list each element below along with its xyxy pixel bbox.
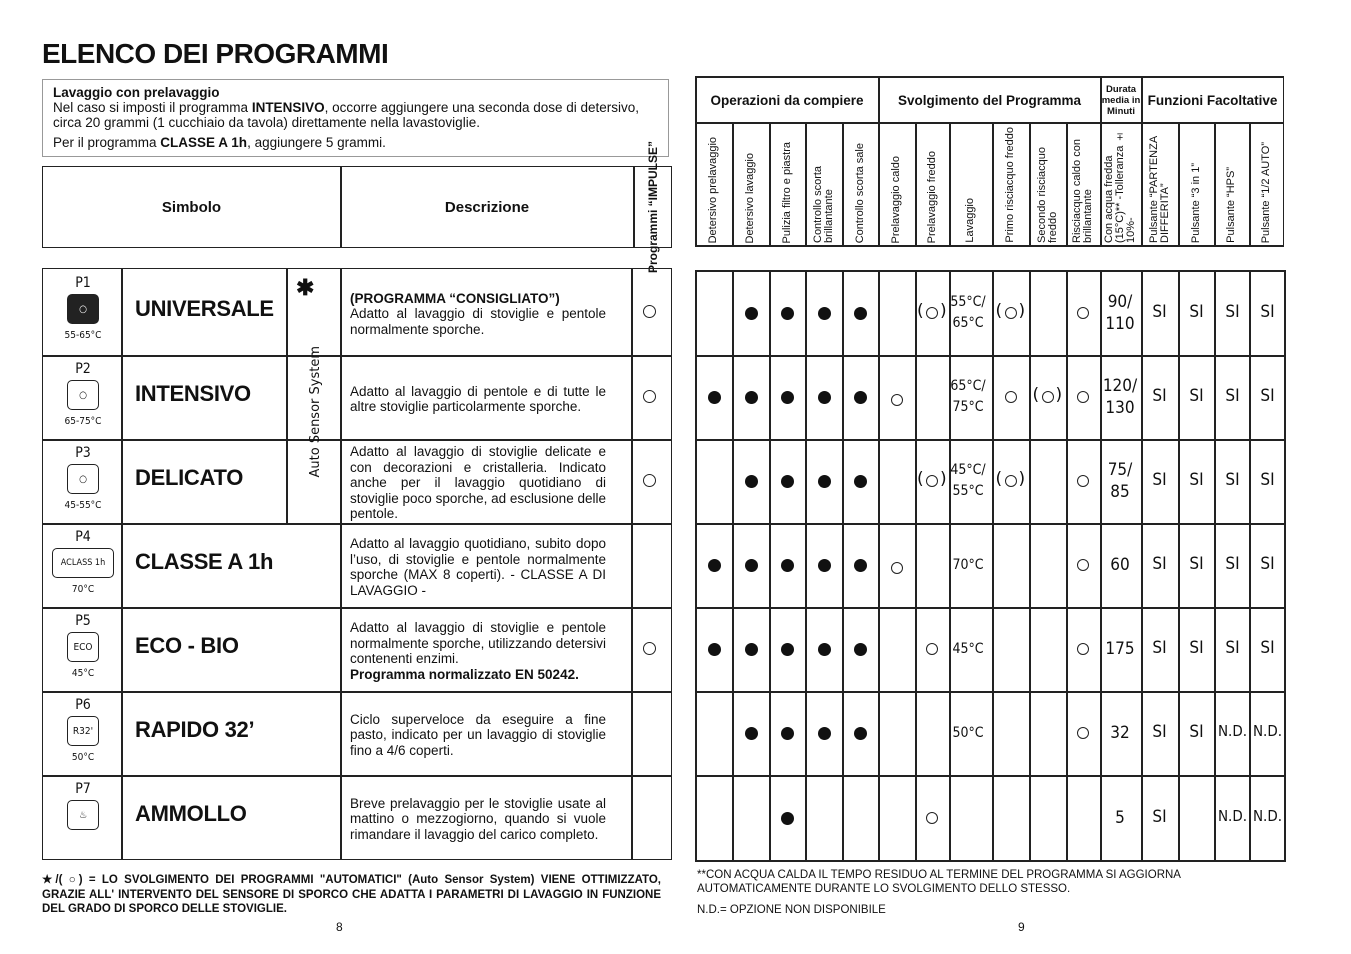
required-indicator	[781, 727, 794, 740]
column-header	[1141, 125, 1178, 247]
program-symbol	[43, 607, 123, 679]
option-available: SI	[1189, 554, 1204, 574]
required-indicator	[818, 391, 831, 404]
program-code: P7	[75, 781, 91, 797]
header-operations: Operazioni da compiere	[710, 92, 864, 108]
program-code: P1	[75, 275, 91, 291]
required-indicator	[745, 643, 758, 656]
option-available: SI	[1260, 301, 1275, 322]
program-temp: 70°C	[71, 584, 95, 595]
option-available: SI	[1152, 554, 1167, 574]
column-header	[1178, 125, 1214, 247]
wash-temperature-line: 45°C	[952, 640, 984, 657]
option-available: SI	[1225, 554, 1240, 574]
column-header-text: Pulsante “HPS”	[1225, 167, 1237, 243]
rule	[1029, 270, 1031, 862]
duration-value	[1101, 722, 1139, 744]
description-text: Adatto al lavaggio di pentole e di tutte le altre stoviglie particolarmente sporche.	[350, 383, 606, 414]
duration-line: 32	[1110, 723, 1130, 743]
header-impulse: Programmi “IMPULSE”	[645, 140, 660, 274]
program-flow-table	[695, 76, 1284, 862]
column-header	[695, 125, 732, 247]
header-description: Descrizione	[444, 198, 530, 216]
column-header-text: Prelavaggio caldo	[890, 155, 902, 243]
program-symbol	[43, 523, 123, 595]
required-indicator	[818, 475, 831, 488]
description-text: Adatto al lavaggio di stoviglie e pentole normalmente sporche, utilizzando detersivi contenenti enzimi.	[350, 620, 606, 666]
glass-icon: ○	[67, 464, 99, 494]
column-header-text: Pulizia filtro e piastra	[780, 141, 793, 243]
required-indicator	[745, 391, 758, 404]
program-description	[350, 613, 606, 689]
program-code: P4	[75, 529, 91, 545]
col-divider	[340, 269, 342, 859]
rule	[1066, 270, 1068, 862]
option-available: SI	[1260, 386, 1275, 406]
program-name: AMMOLLO	[135, 801, 247, 826]
soak-icon: ♨	[67, 800, 99, 830]
option-available: SI	[1152, 301, 1167, 322]
program-name: ECO - BIO	[135, 633, 239, 658]
column-header	[992, 125, 1029, 247]
column-header-text: Primo risciacquo freddo	[1004, 127, 1016, 243]
option-not-available: N.D.	[1217, 722, 1248, 740]
program-code: P2	[75, 361, 91, 377]
duration-line: 175	[1105, 639, 1135, 659]
rule	[695, 860, 1284, 862]
program-symbol	[43, 269, 123, 341]
required-indicator	[854, 727, 867, 740]
required-indicator	[708, 643, 721, 656]
paren-close: )	[1018, 469, 1026, 489]
program-description	[350, 445, 606, 521]
program-name: UNIVERSALE	[135, 296, 274, 321]
option-available: SI	[1225, 301, 1240, 322]
optional-indicator	[926, 643, 938, 655]
description-text: Ciclo superveloce da eseguire a fine pasto, indicato per un lavaggio di stoviglie fino a 4/6 coperti.	[350, 711, 606, 758]
column-header-text: Controllo scorta sale	[853, 142, 866, 243]
optional-indicator	[1077, 727, 1089, 739]
duration-value	[1101, 375, 1139, 419]
option-available: SI	[1225, 470, 1240, 490]
wash-temperature	[947, 376, 989, 418]
duration-line: 90/	[1107, 291, 1133, 312]
column-header-text: Pulsante “3 in 1”	[1189, 162, 1202, 243]
required-indicator	[745, 475, 758, 488]
option-available: SI	[1189, 470, 1204, 490]
program-name: DELICATO	[135, 465, 244, 490]
note-line-1: Nel caso si imposti il programma INTENSIVO, occorre aggiungere una seconda dose di detersivo, circa 20 grammi (1 cucchiaio da tavola) direttamente nella lavastoviglie.	[53, 100, 640, 130]
required-indicator	[818, 727, 831, 740]
column-header	[1100, 125, 1141, 247]
impulse-indicator	[643, 474, 656, 487]
column-header	[878, 125, 915, 247]
optional-indicator	[1005, 391, 1017, 403]
option-available: SI	[1189, 301, 1204, 322]
program-code: P5	[75, 613, 91, 629]
optional-indicator	[1077, 475, 1089, 487]
row-divider	[43, 691, 671, 693]
paren-open: (	[917, 300, 924, 321]
description-bold: Programma normalizzato EN 50242.	[350, 666, 579, 682]
rule	[695, 270, 697, 862]
option-not-available: N.D.	[1252, 722, 1283, 740]
rule	[842, 270, 844, 862]
duration-line: 75/	[1107, 460, 1133, 480]
wash-temperature-line: 75°C	[952, 399, 984, 415]
page-number-right: 9	[1018, 920, 1025, 934]
optional-indicator	[1005, 307, 1017, 319]
note-line-2: Per il programma CLASSE A 1h, aggiungere 5 grammi.	[53, 135, 386, 150]
wash-temperature-line: 65°C/	[950, 378, 986, 394]
duration-line: 120/	[1102, 376, 1138, 396]
column-header-text: Detersivo prelavaggio	[707, 136, 719, 243]
auto-sensor-label: Auto Sensor System	[307, 346, 323, 478]
option-not-available: N.D.	[1217, 806, 1248, 825]
rule	[695, 122, 1284, 124]
option-available: SI	[1260, 470, 1275, 490]
option-available: SI	[1152, 806, 1167, 827]
column-header-text: Risciacquo caldo con brillantante	[1071, 139, 1094, 243]
class-a-icon: ACLASS 1h	[52, 548, 114, 578]
optional-indicator	[1005, 475, 1017, 487]
option-available: SI	[1189, 722, 1204, 742]
column-header-text: Detersivo lavaggio	[744, 152, 756, 243]
program-table	[42, 268, 672, 860]
duration-value	[1101, 554, 1139, 576]
required-indicator	[745, 559, 758, 572]
rule	[878, 270, 880, 862]
eco-icon: ECO	[67, 632, 99, 662]
auto-sensor-star: ✱	[296, 275, 315, 300]
program-name: RAPIDO 32’	[135, 717, 255, 742]
rule	[695, 607, 1284, 609]
wash-temperature	[947, 460, 989, 502]
duration-line: 5	[1115, 807, 1125, 828]
pot-icon: ○	[67, 294, 99, 324]
header-symbol: Simbolo	[161, 198, 222, 216]
optional-indicator	[891, 562, 903, 574]
row-divider	[43, 775, 671, 777]
program-temp: 45-55°C	[64, 500, 102, 511]
column-header	[732, 125, 769, 247]
column-header	[949, 125, 992, 247]
program-temp: 45°C	[71, 668, 95, 679]
auto-sensor-footnote: ★/( ○) = LO SVOLGIMENTO DEI PROGRAMMI "AUTOMATICI" (Auto Sensor System) VIENE OTTIMIZZATO, GRAZIE ALL' INTERVENTO DEL SENSORE DI SPORCO CHE ADATTA I PARAMETRI DI LAVAGGIO IN FUNZIONE DEL GRADO DI SPORCO DELLE STOVIGLIE.	[42, 874, 661, 915]
paren-open: (	[917, 469, 924, 489]
duration-line: 130	[1105, 398, 1135, 418]
program-symbol	[43, 691, 123, 763]
column-header	[1066, 125, 1100, 247]
program-description	[350, 361, 606, 437]
option-available: SI	[1152, 386, 1167, 406]
required-indicator	[854, 475, 867, 488]
duration-line: 60	[1110, 555, 1130, 575]
column-header-text: Con acqua fredda (15°C)** -Tolleranza ± 10%-	[1103, 130, 1137, 243]
row-divider	[43, 355, 671, 357]
rule	[732, 270, 734, 862]
rapid-icon: R32'	[67, 716, 99, 746]
duration-value	[1101, 807, 1139, 829]
required-indicator	[781, 307, 794, 320]
col-divider	[631, 269, 633, 859]
option-not-available: N.D.	[1252, 806, 1283, 825]
wash-temperature-line: 55°C/	[950, 293, 986, 310]
option-available: SI	[1260, 554, 1275, 574]
impulse-indicator	[643, 390, 656, 403]
duration-value	[1101, 459, 1139, 503]
required-indicator	[781, 643, 794, 656]
rule	[769, 270, 771, 862]
description-text: Adatto al lavaggio di stoviglie delicate e con decorazioni e cristalleria. Indicato anche per il lavaggio quotidiano di stoviglie poco sporche, ad esclusione delle pentole.	[350, 444, 606, 522]
program-description	[350, 697, 606, 773]
paren-close: )	[940, 469, 947, 489]
impulse-indicator	[643, 305, 656, 318]
page-title: ELENCO DEI PROGRAMMI	[42, 38, 389, 69]
column-header	[1249, 125, 1284, 247]
rule	[992, 270, 994, 862]
col-divider	[286, 269, 288, 523]
prewash-note	[42, 79, 669, 157]
header-flow: Svolgimento del Programma	[897, 92, 1082, 108]
paren-close: )	[1055, 385, 1063, 405]
optional-indicator	[926, 475, 938, 487]
optional-indicator	[1077, 307, 1089, 319]
wash-temperature	[947, 292, 989, 334]
program-symbol	[43, 439, 123, 511]
column-header-text: Secondo risciacquo freddo	[1035, 146, 1059, 243]
option-available: SI	[1189, 386, 1204, 406]
required-indicator	[781, 475, 794, 488]
paren-close: )	[940, 300, 947, 321]
program-name: CLASSE A 1h	[135, 549, 274, 574]
optional-indicator	[1077, 391, 1089, 403]
note-heading: Lavaggio con prelavaggio	[53, 85, 220, 100]
wash-temperature	[947, 555, 989, 576]
option-available: SI	[1225, 638, 1240, 658]
program-symbol	[43, 355, 123, 427]
header-functions: Funzioni Facoltative	[1147, 92, 1278, 108]
column-header-text: Controllo scorta brillantante	[811, 165, 835, 243]
duration-value	[1101, 638, 1139, 660]
duration-line: 85	[1110, 482, 1130, 502]
required-indicator	[818, 559, 831, 572]
optional-indicator	[891, 394, 903, 406]
rule	[915, 270, 917, 862]
column-header	[769, 125, 805, 247]
wash-temperature	[947, 639, 989, 660]
rule	[695, 355, 1284, 357]
required-indicator	[854, 391, 867, 404]
program-name: INTENSIVO	[135, 381, 251, 406]
program-code: P6	[75, 697, 91, 713]
column-header-text: Prelavaggio freddo	[925, 150, 938, 243]
option-available: SI	[1189, 638, 1204, 658]
paren-open: (	[995, 469, 1003, 489]
required-indicator	[781, 812, 794, 825]
program-description	[350, 529, 606, 605]
column-header	[915, 125, 949, 247]
required-indicator	[781, 391, 794, 404]
option-available: SI	[1260, 638, 1275, 658]
duration-value	[1101, 291, 1139, 335]
row-divider	[43, 607, 671, 609]
description-text: Adatto al lavaggio quotidiano, subito dopo l’uso, di stoviglie e pentole normalmente sporche (MAX 8 coperti). - CLASSE A DI LAVAGGIO -	[350, 536, 606, 598]
rule	[695, 270, 1284, 272]
required-indicator	[781, 559, 794, 572]
program-description	[350, 275, 606, 353]
program-description	[350, 781, 606, 857]
page-number-left: 8	[336, 920, 343, 934]
rule	[695, 523, 1284, 525]
row-divider	[43, 439, 671, 441]
wash-temperature-line: 65°C	[952, 314, 984, 331]
program-temp: 65-75°C	[64, 416, 102, 427]
column-header-text: Pulsante “1/2 AUTO”	[1260, 141, 1272, 243]
wash-temperature-line: 55°C	[952, 483, 984, 499]
paren-open: (	[995, 300, 1003, 321]
required-indicator	[854, 643, 867, 656]
required-indicator	[818, 643, 831, 656]
hot-water-footnote: **CON ACQUA CALDA IL TEMPO RESIDUO AL TERMINE DEL PROGRAMMA SI AGGIORNA AUTOMATICAMENTE DURANTE LO SVOLGIMENTO DELLO STESSO.	[697, 869, 1181, 895]
option-available: SI	[1225, 386, 1240, 406]
pot-icon: ○	[67, 380, 99, 410]
required-indicator	[818, 307, 831, 320]
nd-footnote: N.D.= OPZIONE NON DISPONIBILE	[697, 904, 886, 916]
column-header	[842, 125, 878, 247]
description-bold: (PROGRAMMA “CONSIGLIATO”)	[350, 290, 560, 306]
rule	[695, 439, 1284, 441]
program-symbol	[43, 775, 123, 830]
wash-temperature-line: 45°C/	[950, 462, 986, 478]
optional-indicator	[1077, 559, 1089, 571]
paren-close: )	[1018, 300, 1026, 321]
header-duration: Durata media in Minuti	[1101, 83, 1141, 117]
option-available: SI	[1152, 722, 1167, 742]
rule	[805, 270, 807, 862]
required-indicator	[708, 391, 721, 404]
optional-indicator	[926, 307, 938, 319]
wash-temperature-line: 70°C	[952, 556, 984, 573]
rule	[695, 775, 1284, 777]
column-header	[805, 125, 842, 247]
program-temp: 55-65°C	[64, 330, 102, 341]
optional-indicator	[1042, 391, 1054, 403]
required-indicator	[745, 307, 758, 320]
rule	[695, 691, 1284, 693]
required-indicator	[708, 559, 721, 572]
row-divider	[43, 523, 671, 525]
option-available: SI	[1152, 470, 1167, 490]
optional-indicator	[926, 812, 938, 824]
program-temp: 50°C	[71, 752, 95, 763]
required-indicator	[745, 727, 758, 740]
description-text: Breve prelavaggio per le stoviglie usate al mattino o mezzogiorno, quando si vuole rimandare il lavaggio del carico completo.	[350, 795, 606, 842]
impulse-indicator	[643, 642, 656, 655]
optional-indicator	[1077, 643, 1089, 655]
required-indicator	[854, 307, 867, 320]
wash-temperature	[947, 723, 989, 744]
column-header	[1214, 125, 1249, 247]
paren-open: (	[1032, 385, 1040, 405]
required-indicator	[854, 559, 867, 572]
program-code: P3	[75, 445, 91, 461]
column-header	[1029, 125, 1066, 247]
wash-temperature-line: 50°C	[952, 724, 984, 741]
auto-sensor-label-wrap	[303, 307, 327, 517]
column-header-text: Pulsante “PARTENZA DIFFERITA”	[1147, 136, 1171, 243]
option-available: SI	[1152, 638, 1167, 658]
description-text: Adatto al lavaggio di stoviglie e pentole normalmente sporche.	[350, 306, 606, 337]
duration-line: 110	[1105, 313, 1135, 334]
column-header-text: Lavaggio	[964, 198, 976, 243]
